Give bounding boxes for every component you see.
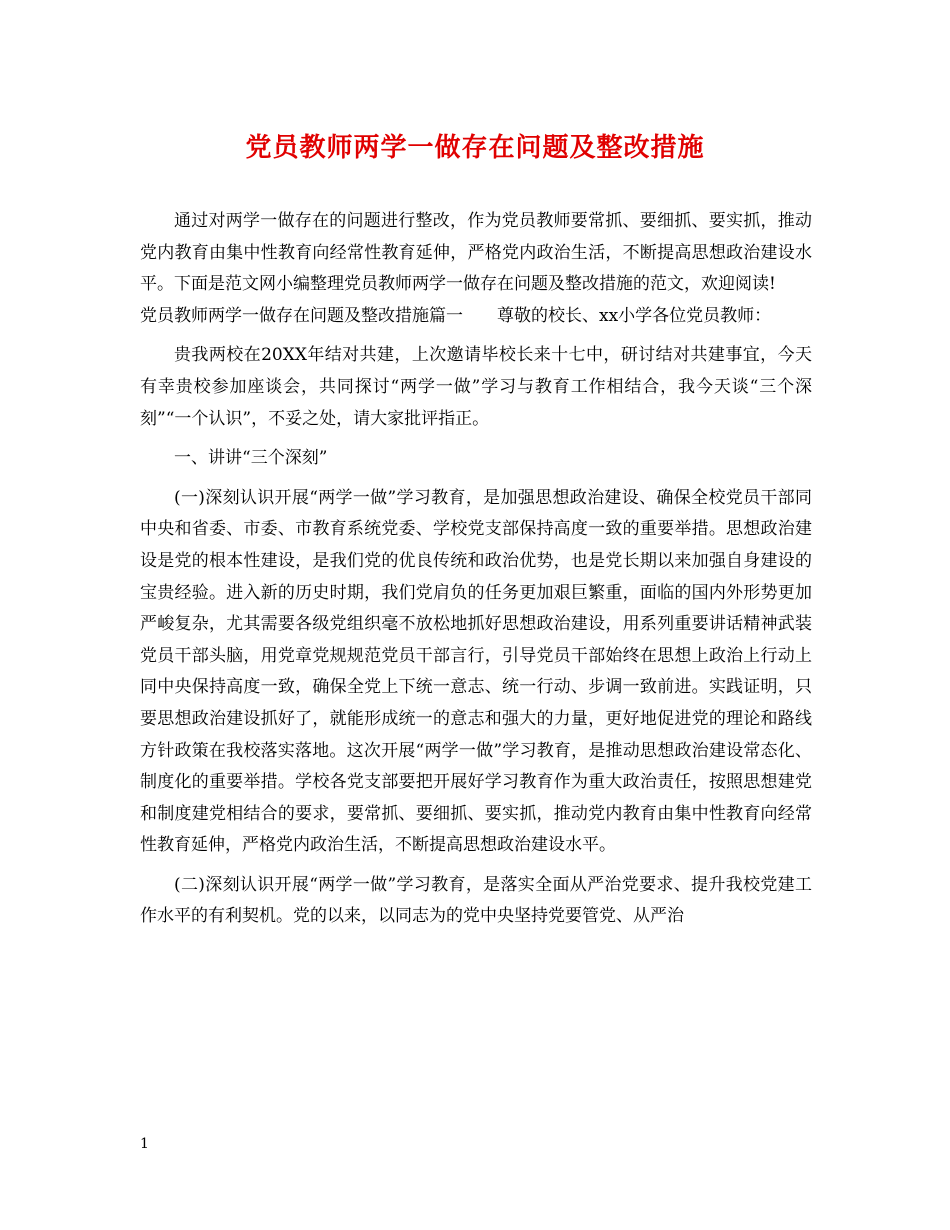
section-heading-paragraph: 党员教师两学一做存在问题及整改措施篇一 尊敬的校长、xx小学各位党员教师： [140,305,772,326]
body-paragraph: (二)深刻认识开展“两学一做”学习教育，是落实全面从严治党要求、提升我校党建工作水平的有利契机。党的以来，以同志为的党中央坚持党要管党、从严治 [140,874,812,927]
intro-paragraph: 通过对两学一做存在的问题进行整改，作为党员教师要常抓、要细抓、要实抓，推动党内教育由集中性教育向经常性教育延伸，严格党内政治生活，不断提高思想政治建设水平。下面是范文网小编整理党员教师两学一做存在问题及整改措施的范文，欢迎阅读! [140,211,812,295]
body-paragraph: 贵我两校在20XX年结对共建，上次邀请毕校长来十七中，研讨结对共建事宜，今天有幸贵校参加座谈会，共同探讨“两学一做”学习与教育工作相结合，我今天谈“三个深刻”“一个认识”，不妥之处，请大家批评指正。 [140,345,812,429]
page-number: 1 [140,1136,149,1152]
document-title: 党员教师两学一做存在问题及整改措施 [245,133,705,163]
document-body [140,206,812,933]
subheading-paragraph: 一、讲讲“三个深刻” [174,448,328,469]
body-paragraph: (一)深刻认识开展“两学一做”学习教育，是加强思想政治建设、确保全校党员干部同中央和省委、市委、市教育系统党委、学校党支部保持高度一致的重要举措。思想政治建设是党的根本性建设，是我们党的优良传统和政治优势，也是党长期以来加强自身建设的宝贵经验。进入新的历史时期，我们党肩负的任务更加艰巨繁重，面临的国内外形势更加严峻复杂，尤其需要各级党组织毫不放松地抓好思想政治建设，用系列重要讲话精神武装党员干部头脑，用党章党规规范党员干部言行，引导党员干部始终在思想上政治上行动上同中央保持高度一致，确保全党上下统一意志、统一行动、步调一致前进。实践证明，只要思想政治建设抓好了，就能形成统一的意志和强大的力量，更好地促进党的理论和路线方针政策在我校落实落地。这次开展“两学一做”学习教育，是推动思想政治建设常态化、制度化的重要举措。学校各党支部要把开展好学习教育作为重大政治责任，按照思想建党和制度建党相结合的要求，要常抓、要细抓、要实抓，推动党内教育由集中性教育向经常性教育延伸，严格党内政治生活，不断提高思想政治建设水平。 [140,487,812,856]
